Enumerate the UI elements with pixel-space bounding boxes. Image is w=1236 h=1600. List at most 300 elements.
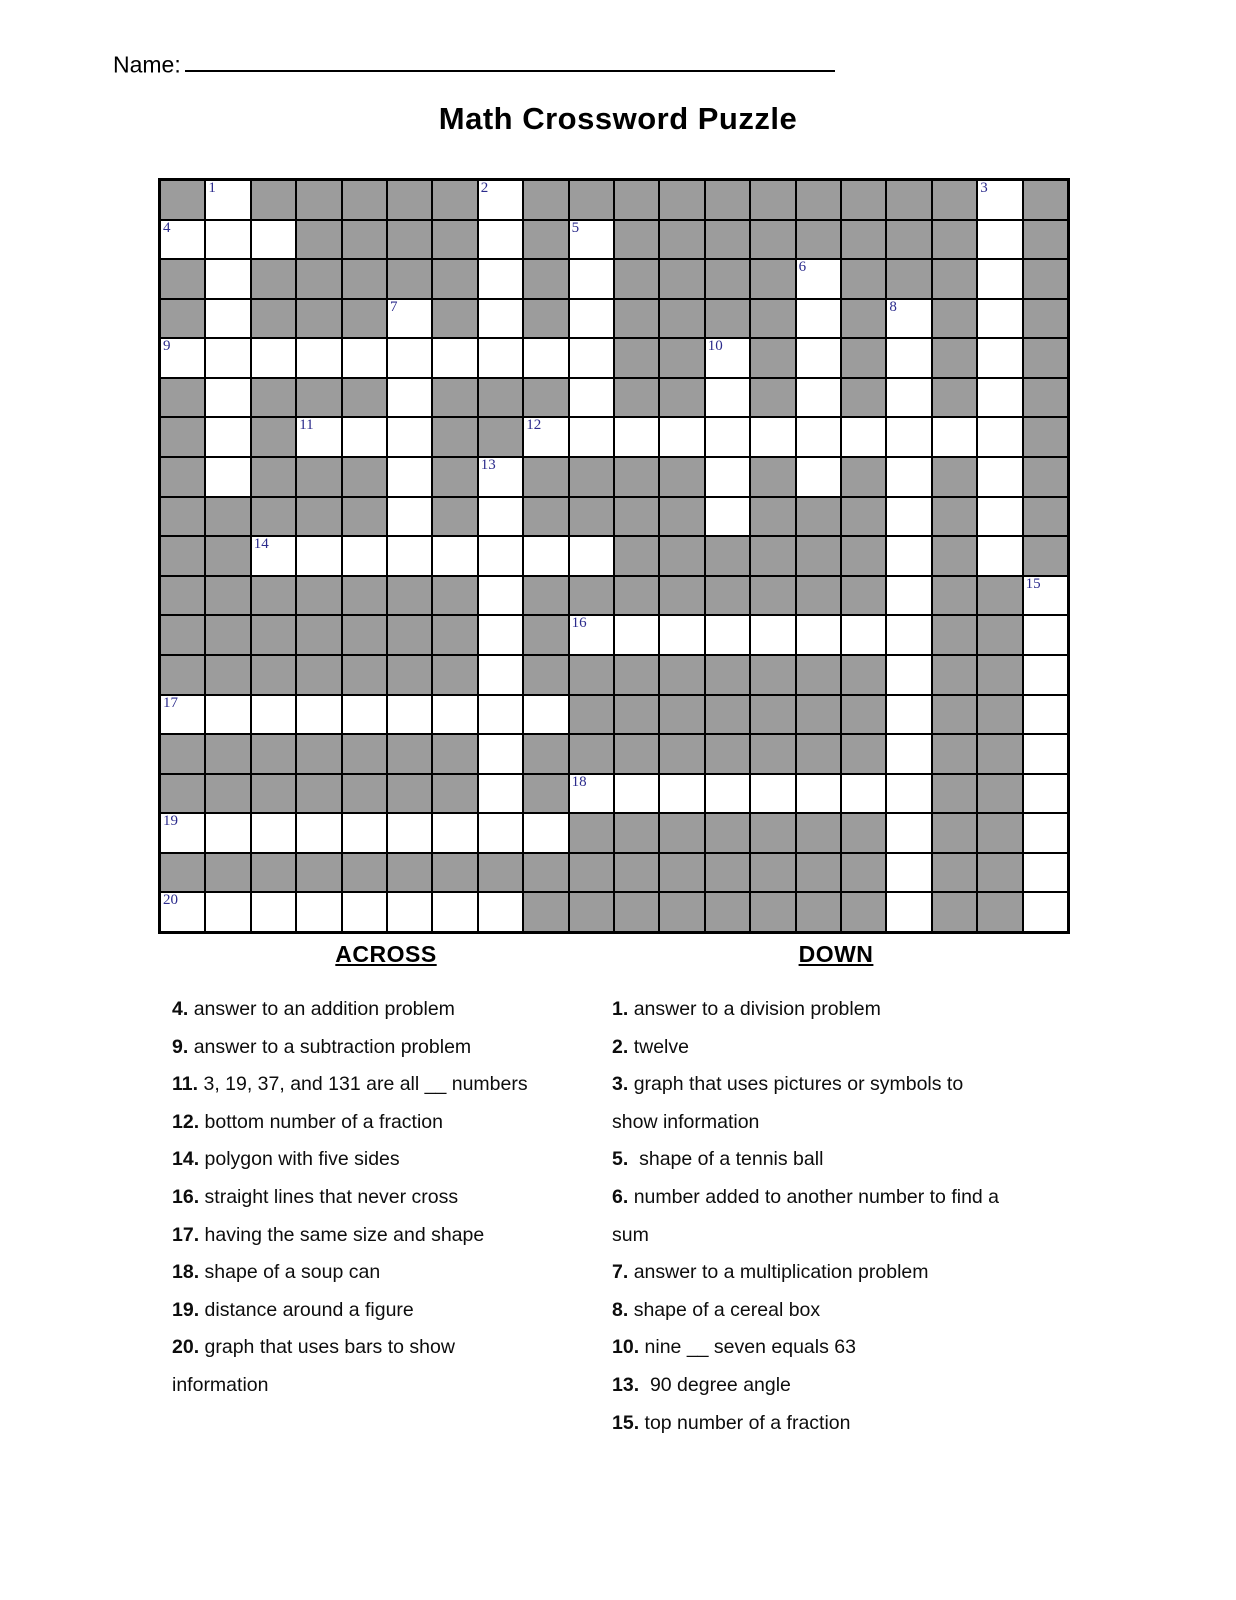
grid-block [206,854,249,892]
grid-block [388,775,431,813]
grid-cell[interactable] [297,418,340,456]
across-header: ACROSS [335,941,437,967]
grid-cell[interactable] [479,775,522,813]
cell-number: 12 [526,417,542,434]
grid-cell[interactable] [978,300,1021,338]
grid-block [570,696,613,734]
grid-cell[interactable] [161,339,204,377]
clue-line [612,1141,1072,1179]
grid-cell[interactable] [479,814,522,852]
clue-text: 3, 19, 37, and 131 are all __ numbers [203,1073,528,1096]
grid-cell[interactable] [660,616,703,654]
grid-cell[interactable] [706,775,749,813]
grid-cell[interactable] [615,418,658,456]
grid-cell[interactable] [570,379,613,417]
grid-block [706,735,749,773]
grid-block [161,418,204,456]
grid-block [479,854,522,892]
grid-block [343,656,386,694]
clue-text: sum [612,1223,649,1246]
grid-cell[interactable] [797,300,840,338]
grid-block [1024,221,1067,259]
grid-block [206,735,249,773]
grid-block [933,221,976,259]
grid-block [161,181,204,219]
grid-block [978,656,1021,694]
grid-cell[interactable] [252,696,295,734]
grid-cell[interactable] [388,893,431,931]
grid-block [252,300,295,338]
grid-cell[interactable] [479,339,522,377]
grid-block [706,260,749,298]
grid-block [388,260,431,298]
grid-block [252,498,295,536]
grid-block [433,735,476,773]
grid-block [252,577,295,615]
grid-cell[interactable] [297,537,340,575]
grid-cell[interactable] [388,814,431,852]
grid-cell[interactable] [479,735,522,773]
clue-text: answer to a multiplication problem [633,1261,929,1284]
grid-block [252,656,295,694]
clue-number: 7. [612,1261,629,1284]
grid-cell[interactable] [978,379,1021,417]
grid-cell[interactable] [887,735,930,773]
grid-block [615,300,658,338]
grid-cell[interactable] [978,418,1021,456]
grid-block [751,696,794,734]
grid-block [842,379,885,417]
grid-block [751,458,794,496]
grid-block [524,616,567,654]
grid-cell[interactable] [433,814,476,852]
grid-block [615,379,658,417]
grid-cell[interactable] [570,260,613,298]
grid-block [797,577,840,615]
grid-cell[interactable] [479,221,522,259]
clue-number: 4. [172,998,189,1020]
grid-cell[interactable] [570,537,613,575]
grid-block [751,537,794,575]
clue-number: 15. [612,1411,640,1434]
grid-block [1024,260,1067,298]
grid-cell[interactable] [524,696,567,734]
clue-line [172,1141,627,1179]
grid-block [887,260,930,298]
grid-cell[interactable] [479,260,522,298]
grid-cell[interactable] [887,656,930,694]
clue-text: distance around a figure [204,1298,414,1321]
clue-line [612,1217,1072,1255]
grid-cell[interactable] [887,577,930,615]
grid-block [433,221,476,259]
cell-number: 8 [889,298,897,315]
clue-line [172,1217,627,1255]
grid-cell[interactable] [570,300,613,338]
grid-cell[interactable] [297,893,340,931]
grid-block [161,379,204,417]
grid-cell[interactable] [206,181,249,219]
grid-block [252,418,295,456]
grid-block [933,300,976,338]
grid-block [252,854,295,892]
grid-cell[interactable] [161,221,204,259]
cell-number: 14 [253,536,269,553]
clue-number: 14. [172,1148,200,1171]
grid-block [524,260,567,298]
grid-block [842,537,885,575]
grid-cell[interactable] [297,339,340,377]
grid-block [343,458,386,496]
clue-text: polygon with five sides [204,1148,400,1171]
grid-block [524,458,567,496]
grid-block [343,260,386,298]
grid-cell[interactable] [343,696,386,734]
cell-number: 13 [480,457,496,474]
grid-cell[interactable] [978,221,1021,259]
grid-block [570,181,613,219]
grid-block [933,656,976,694]
grid-cell[interactable] [706,379,749,417]
grid-block [842,656,885,694]
grid-cell[interactable] [887,854,930,892]
grid-cell[interactable] [933,418,976,456]
grid-cell[interactable] [887,537,930,575]
grid-cell[interactable] [1024,735,1067,773]
grid-block [978,814,1021,852]
grid-cell[interactable] [706,458,749,496]
grid-cell[interactable] [479,577,522,615]
grid-cell[interactable] [206,260,249,298]
grid-block [161,775,204,813]
grid-block [615,735,658,773]
grid-block [706,577,749,615]
grid-block [660,458,703,496]
grid-cell[interactable] [388,339,431,377]
grid-cell[interactable] [887,893,930,931]
grid-cell[interactable] [660,775,703,813]
grid-cell[interactable] [161,814,204,852]
grid-cell[interactable] [206,814,249,852]
cell-number: 6 [798,259,807,276]
grid-cell[interactable] [388,458,431,496]
grid-block [570,577,613,615]
grid-cell[interactable] [252,893,295,931]
grid-cell[interactable] [751,418,794,456]
grid-block [524,300,567,338]
grid-cell[interactable] [161,893,204,931]
grid-block [252,181,295,219]
grid-cell[interactable] [887,300,930,338]
grid-cell[interactable] [978,339,1021,377]
grid-block [570,656,613,694]
grid-block [751,300,794,338]
grid-cell[interactable] [343,339,386,377]
grid-cell[interactable] [206,893,249,931]
grid-cell[interactable] [797,418,840,456]
grid-cell[interactable] [206,339,249,377]
grid-block [842,696,885,734]
grid-block [388,181,431,219]
grid-block [343,735,386,773]
grid-block [660,696,703,734]
grid-cell[interactable] [479,300,522,338]
grid-cell[interactable] [388,498,431,536]
grid-cell[interactable] [978,498,1021,536]
grid-cell[interactable] [343,893,386,931]
grid-cell[interactable] [978,537,1021,575]
grid-block [524,893,567,931]
clue-number: 16. [172,1185,200,1208]
grid-cell[interactable] [343,814,386,852]
grid-cell[interactable] [479,458,522,496]
grid-block [252,458,295,496]
grid-block [615,458,658,496]
grid-cell[interactable] [797,775,840,813]
grid-block [706,537,749,575]
grid-cell[interactable] [887,775,930,813]
grid-cell[interactable] [479,696,522,734]
grid-cell[interactable] [842,418,885,456]
grid-block [660,854,703,892]
grid-block [161,498,204,536]
grid-cell[interactable] [206,418,249,456]
grid-cell[interactable] [706,418,749,456]
grid-block [842,893,885,931]
grid-cell[interactable] [615,616,658,654]
grid-block [797,696,840,734]
grid-cell[interactable] [252,814,295,852]
grid-cell[interactable] [1024,696,1067,734]
grid-block [161,656,204,694]
grid-cell[interactable] [570,775,613,813]
grid-block [524,379,567,417]
grid-block [570,498,613,536]
grid-cell[interactable] [887,616,930,654]
grid-cell[interactable] [978,458,1021,496]
grid-cell[interactable] [887,814,930,852]
grid-block [343,498,386,536]
clue-number: 8. [612,1298,629,1321]
grid-cell[interactable] [887,498,930,536]
grid-cell[interactable] [343,418,386,456]
grid-block [297,656,340,694]
grid-cell[interactable] [524,537,567,575]
clue-number: 19. [172,1298,200,1321]
grid-cell[interactable] [206,696,249,734]
grid-cell[interactable] [1024,854,1067,892]
grid-cell[interactable] [524,418,567,456]
grid-block [615,893,658,931]
clue-text: nine __ seven equals 63 [644,1336,856,1359]
grid-cell[interactable] [887,458,930,496]
grid-cell[interactable] [479,181,522,219]
grid-cell[interactable] [797,458,840,496]
grid-block [615,221,658,259]
grid-block [297,221,340,259]
clue-number: 1. [612,998,629,1020]
grid-cell[interactable] [252,221,295,259]
grid-cell[interactable] [797,339,840,377]
grid-cell[interactable] [388,379,431,417]
grid-cell[interactable] [479,893,522,931]
grid-cell[interactable] [252,537,295,575]
grid-block [297,854,340,892]
grid-block [706,893,749,931]
grid-cell[interactable] [297,814,340,852]
grid-block [978,735,1021,773]
name-label: Name: [113,51,181,78]
grid-block [570,893,613,931]
grid-block [570,458,613,496]
grid-cell[interactable] [615,775,658,813]
grid-cell[interactable] [479,498,522,536]
grid-block [978,854,1021,892]
grid-cell[interactable] [570,418,613,456]
grid-block [660,260,703,298]
grid-block [933,735,976,773]
grid-block [842,458,885,496]
grid-block [524,181,567,219]
grid-block [433,260,476,298]
grid-cell[interactable] [433,893,476,931]
grid-cell[interactable] [388,418,431,456]
clue-number: 13. [612,1373,640,1396]
grid-block [343,181,386,219]
grid-cell[interactable] [343,537,386,575]
grid-block [1024,458,1067,496]
grid-block [297,577,340,615]
grid-cell[interactable] [797,616,840,654]
grid-block [343,300,386,338]
grid-cell[interactable] [206,300,249,338]
grid-block [161,458,204,496]
grid-block [660,221,703,259]
grid-block [1024,300,1067,338]
grid-cell[interactable] [388,696,431,734]
grid-cell[interactable] [161,696,204,734]
grid-cell[interactable] [524,339,567,377]
grid-cell[interactable] [570,221,613,259]
grid-cell[interactable] [1024,656,1067,694]
grid-cell[interactable] [252,339,295,377]
grid-cell[interactable] [1024,616,1067,654]
clue-line [172,1066,627,1104]
grid-cell[interactable] [1024,577,1067,615]
grid-block [161,735,204,773]
grid-cell[interactable] [887,418,930,456]
grid-cell[interactable] [433,696,476,734]
clue-text: answer to a subtraction problem [193,1035,472,1058]
grid-cell[interactable] [1024,893,1067,931]
grid-cell[interactable] [751,775,794,813]
grid-block [1024,498,1067,536]
grid-block [206,537,249,575]
grid-cell[interactable] [797,260,840,298]
grid-cell[interactable] [433,537,476,575]
grid-block [751,221,794,259]
grid-block [797,221,840,259]
clue-line [172,1104,627,1142]
grid-block [933,260,976,298]
grid-block [751,339,794,377]
grid-block [524,498,567,536]
grid-block [161,260,204,298]
grid-block [660,656,703,694]
grid-cell[interactable] [751,616,794,654]
grid-block [706,221,749,259]
clue-line [612,1179,1072,1217]
grid-cell[interactable] [570,616,613,654]
grid-cell[interactable] [297,696,340,734]
clue-text: shape of a tennis ball [633,1148,824,1171]
clue-number: 6. [612,1185,629,1208]
grid-cell[interactable] [706,339,749,377]
grid-cell[interactable] [1024,814,1067,852]
grid-cell[interactable] [1024,775,1067,813]
grid-cell[interactable] [706,616,749,654]
grid-block [615,814,658,852]
grid-cell[interactable] [887,339,930,377]
grid-cell[interactable] [978,260,1021,298]
grid-block [887,181,930,219]
grid-cell[interactable] [524,814,567,852]
clue-text: 90 degree angle [644,1373,791,1396]
grid-cell[interactable] [479,537,522,575]
grid-cell[interactable] [797,379,840,417]
grid-cell[interactable] [479,616,522,654]
grid-block [1024,379,1067,417]
grid-block [615,260,658,298]
cell-number: 1 [208,180,216,196]
grid-cell[interactable] [433,339,476,377]
grid-block [615,181,658,219]
grid-block [706,656,749,694]
grid-block [706,814,749,852]
grid-cell[interactable] [479,656,522,694]
grid-block [978,696,1021,734]
cell-number: 17 [163,694,178,711]
grid-block [252,775,295,813]
grid-cell[interactable] [887,696,930,734]
clue-number: 10. [612,1336,640,1359]
grid-cell[interactable] [206,379,249,417]
grid-cell[interactable] [206,458,249,496]
grid-block [933,854,976,892]
grid-cell[interactable] [388,537,431,575]
grid-cell[interactable] [660,418,703,456]
grid-block [660,814,703,852]
grid-block [343,616,386,654]
clue-line [612,1029,1072,1067]
grid-cell[interactable] [206,221,249,259]
grid-cell[interactable] [842,616,885,654]
grid-block [660,537,703,575]
clue-text: graph that uses bars to show [204,1336,455,1359]
grid-cell[interactable] [978,181,1021,219]
grid-block [660,339,703,377]
grid-cell[interactable] [842,775,885,813]
clue-text: graph that uses pictures or symbols to [633,1073,964,1096]
grid-cell[interactable] [388,300,431,338]
grid-block [706,854,749,892]
grid-block [1024,537,1067,575]
grid-cell[interactable] [570,339,613,377]
grid-cell[interactable] [706,498,749,536]
grid-cell[interactable] [887,379,930,417]
grid-block [433,577,476,615]
crossword-grid [158,178,1070,934]
